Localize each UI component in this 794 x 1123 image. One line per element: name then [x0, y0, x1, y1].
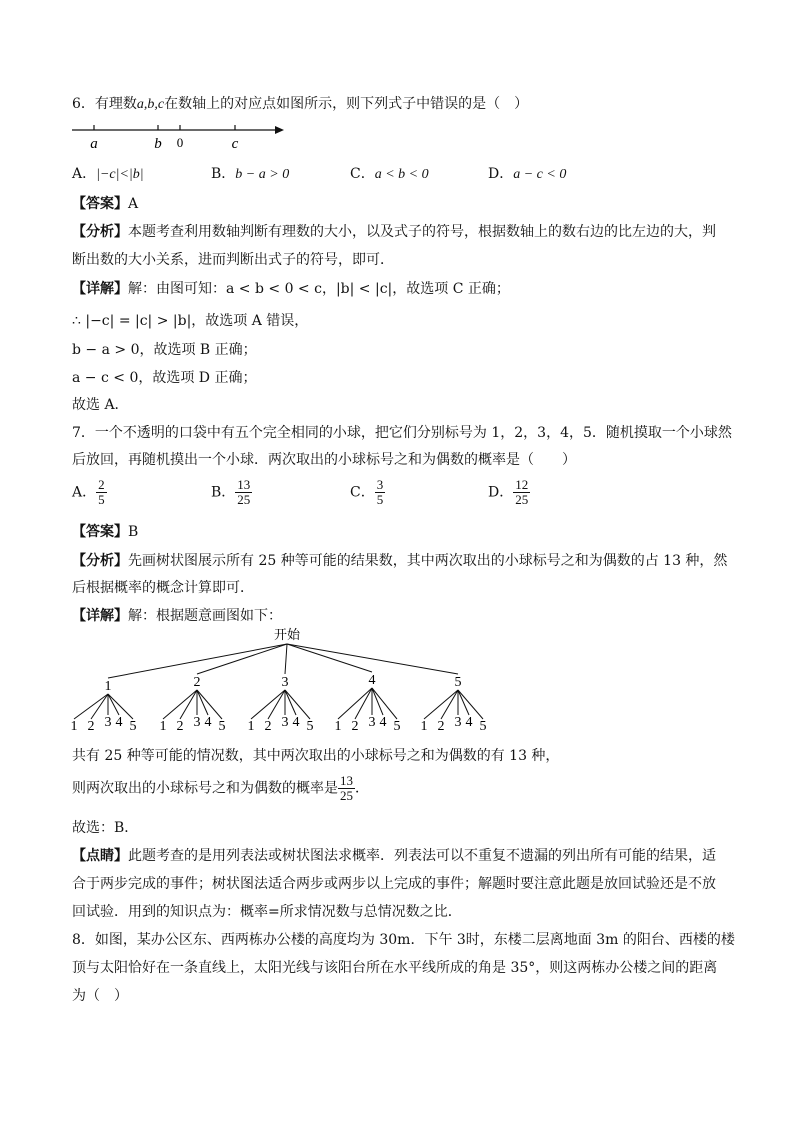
q7-option-b-num: 13	[237, 477, 251, 492]
q7-result-line2	[72, 774, 369, 803]
q7-analysis-text1: 先画树状图展示所有 25 种等可能的结果数，其中两次取出的小球标号之和为偶数的占 13 种，然	[128, 553, 728, 569]
q7-result-line1: 共有 25 种等可能的情况数，其中两次取出的小球标号之和为偶数的有 13 种，	[72, 748, 560, 764]
tree-node-4: 4	[368, 673, 376, 688]
axis-label-0: 0	[176, 135, 184, 150]
q6-detail-line1	[72, 279, 510, 299]
q7-comment-line1	[72, 846, 716, 866]
q7-result-end: ．	[355, 780, 369, 797]
q7-option-a-label: A．	[72, 484, 97, 501]
tree-branch-1	[108, 644, 287, 678]
q6-analysis-line2: 断出数的大小关系，进而判断出式子的符号，即可．	[72, 252, 394, 268]
q7-option-a-num: 2	[98, 477, 105, 492]
q6-option-c-label: C．	[350, 166, 375, 182]
tree-leaf-3-4: 4	[292, 715, 300, 730]
q7-option-d	[488, 478, 530, 507]
tree-leaf-2-3: 3	[193, 715, 201, 730]
axis-label-c: c	[231, 136, 239, 152]
tree-branch-2-1	[163, 690, 197, 719]
q7-analysis-tag: 【分析】	[72, 553, 128, 569]
q7-analysis-line2: 后根据概率的概念计算即可．	[72, 580, 254, 596]
q7-option-b-fraction	[235, 478, 252, 507]
tree-branch-3-4	[285, 690, 296, 715]
q7-comment-line2: 合于两步完成的事件；树状图法适合两步或两步以上完成的事件；解题时要注意此题是放回试验还是不放	[72, 876, 716, 892]
tree-branch-3	[285, 644, 287, 674]
q7-detail-tag: 【详解】	[72, 608, 128, 624]
tree-leaf-1-1: 1	[70, 719, 78, 734]
tree-leaf-5-4: 4	[465, 715, 473, 730]
q6-stem-suffix: 在数轴上的对应点如图所示，则下列式子中错误的是（ ）	[164, 96, 529, 112]
q6-detail-line4: a − c < 0，故选项 D 正确；	[72, 370, 257, 386]
tree-branch-2-4	[197, 690, 208, 715]
q6-answer-value: A	[128, 196, 139, 212]
tree-leaf-5-5: 5	[479, 719, 487, 734]
q7-option-b-label: B．	[211, 484, 236, 501]
q6-option-c	[350, 164, 429, 185]
q7-answer	[72, 522, 138, 542]
q6-option-d	[488, 164, 566, 185]
q6-stem	[72, 94, 528, 115]
tree-leaf-2-5: 5	[218, 719, 226, 734]
q6-analysis-line1	[72, 222, 716, 242]
q6-analysis-text1: 本题考查利用数轴判断有理数的大小，以及式子的符号，根据数轴上的数右边的比左边的大，判	[128, 224, 716, 240]
tree-leaf-1-3: 3	[104, 715, 112, 730]
tree-leaf-5-1: 1	[420, 719, 428, 734]
q6-option-a	[72, 164, 144, 185]
tree-leaf-2-1: 1	[159, 719, 167, 734]
q6-option-d-label: D．	[488, 166, 514, 182]
q6-option-a-expr: |−c|<|b|	[96, 167, 144, 182]
q7-option-c-den: 5	[376, 492, 384, 507]
q6-detail-line3: b − a > 0，故选项 B 正确；	[72, 342, 257, 358]
tree-branch-3-1	[251, 690, 285, 719]
tree-node-1: 1	[104, 679, 112, 694]
q8-stem-line2: 顶与太阳恰好在一条直线上，太阳光线与该阳台所在水平线所成的角是 35°，则这两栋办公楼之间的距离	[72, 960, 718, 976]
q6-option-b-expr: b − a > 0	[235, 167, 290, 182]
tree-leaf-4-1: 1	[334, 719, 342, 734]
tree-branch-4-4	[372, 688, 383, 715]
q7-comment-tag: 【点睛】	[72, 848, 128, 864]
q7-option-d-fraction	[513, 478, 530, 507]
tree-leaf-5-3: 3	[454, 715, 462, 730]
tree-node-2: 2	[193, 675, 201, 690]
q6-conclusion: 故选 A．	[72, 397, 129, 413]
q7-conclusion: 故选：B．	[72, 820, 139, 836]
tree-branch-4-1	[338, 688, 372, 719]
q6-detail-text1: 解：由图可知：a < b < 0 < c，|b| < |c|，故选项 C 正确；	[128, 281, 510, 297]
q6-answer-tag: 【答案】	[72, 196, 128, 212]
tree-branch-5	[287, 644, 458, 674]
q6-option-b-label: B．	[211, 166, 236, 182]
q8-stem-line1: 8．如图，某办公区东、西两栋办公楼的高度均为 30m．下午 3时，东楼二层离地面 3m 的阳台、西楼的楼	[72, 932, 735, 948]
q6-option-a-label: A．	[72, 166, 97, 182]
tree-leaf-3-1: 1	[247, 719, 255, 734]
q7-comment-text1: 此题考查的是用列表法或树状图法求概率．列表法可以不重复不遗漏的列出所有可能的结果，适	[128, 848, 716, 864]
q7-option-b	[211, 478, 252, 507]
q7-detail-line1	[72, 606, 282, 626]
q7-option-b-den: 25	[237, 492, 251, 507]
tree-leaf-1-2: 2	[87, 719, 95, 734]
q7-detail-text1: 解：根据题意画图如下：	[128, 608, 282, 624]
tree-leaf-4-4: 4	[379, 715, 387, 730]
q7-option-a-fraction	[96, 478, 107, 507]
tree-leaf-5-2: 2	[437, 719, 445, 734]
q6-option-b	[211, 164, 289, 185]
q7-option-d-den: 25	[515, 492, 529, 507]
tree-leaf-4-2: 2	[351, 719, 359, 734]
tree-leaf-2-2: 2	[176, 719, 184, 734]
tree-leaf-3-5: 5	[306, 719, 314, 734]
tree-branch-5-4	[458, 690, 469, 715]
tree-node-5: 5	[454, 675, 462, 690]
tree-node-3: 3	[281, 675, 289, 690]
tree-diagram	[60, 626, 510, 742]
q7-option-a-den: 5	[98, 492, 105, 507]
q7-comment-line3: 回试验．用到的知识点为：概率=所求情况数与总情况数之比．	[72, 904, 462, 920]
tree-branch-1-4	[108, 694, 119, 715]
tree-leaf-4-5: 5	[393, 719, 401, 734]
q7-stem-line2: 后放回，再随机摸出一个小球．两次取出的小球标号之和为偶数的概率是（ ）	[72, 452, 576, 468]
q7-option-c	[350, 478, 385, 507]
q7-answer-tag: 【答案】	[72, 524, 128, 540]
q7-answer-value: B	[128, 524, 139, 540]
q6-option-c-expr: a < b < 0	[374, 167, 429, 182]
tree-branch-5-1	[424, 690, 458, 719]
q7-result-fraction	[338, 774, 355, 803]
q7-option-c-label: C．	[350, 484, 375, 501]
q6-stem-vars: a,b,c	[136, 97, 165, 112]
tree-leaf-4-3: 3	[368, 715, 376, 730]
q7-result-text: 则两次取出的小球标号之和为偶数的概率是	[72, 780, 338, 797]
q7-option-a	[72, 478, 107, 507]
q7-option-c-fraction	[375, 478, 386, 507]
tree-leaf-3-3: 3	[281, 715, 289, 730]
tree-leaf-1-5: 5	[129, 719, 137, 734]
q6-analysis-tag: 【分析】	[72, 224, 128, 240]
q6-detail-line2: ∴ |−c| = |c| > |b|，故选项 A 错误，	[72, 313, 309, 329]
tree-branch-1-1	[74, 694, 108, 719]
q6-detail-tag: 【详解】	[72, 281, 128, 297]
q7-result-den: 25	[340, 788, 353, 803]
q6-option-d-expr: a − c < 0	[513, 167, 567, 182]
tree-leaf-2-4: 4	[204, 715, 212, 730]
q7-option-c-num: 3	[376, 477, 384, 492]
q7-analysis-line1	[72, 551, 727, 571]
tree-branch-4	[287, 644, 372, 672]
axis-label-a: a	[90, 136, 98, 152]
q6-answer	[72, 194, 138, 214]
axis-label-b: b	[154, 136, 162, 152]
tree-leaf-1-4: 4	[115, 715, 123, 730]
q8-stem-line3: 为（ ）	[72, 988, 128, 1004]
q6-stem-prefix: 6．有理数	[72, 96, 137, 112]
q7-stem-line1: 7．一个不透明的口袋中有五个完全相同的小球，把它们分别标号为 1，2，3，4，5．随机摸取一个小球然	[72, 425, 732, 441]
number-line	[70, 118, 290, 152]
q7-option-d-label: D．	[488, 484, 514, 501]
q7-option-d-num: 12	[515, 477, 529, 492]
tree-root: 开始	[273, 627, 301, 642]
q7-result-num: 13	[340, 773, 353, 788]
tree-leaf-3-2: 2	[264, 719, 272, 734]
